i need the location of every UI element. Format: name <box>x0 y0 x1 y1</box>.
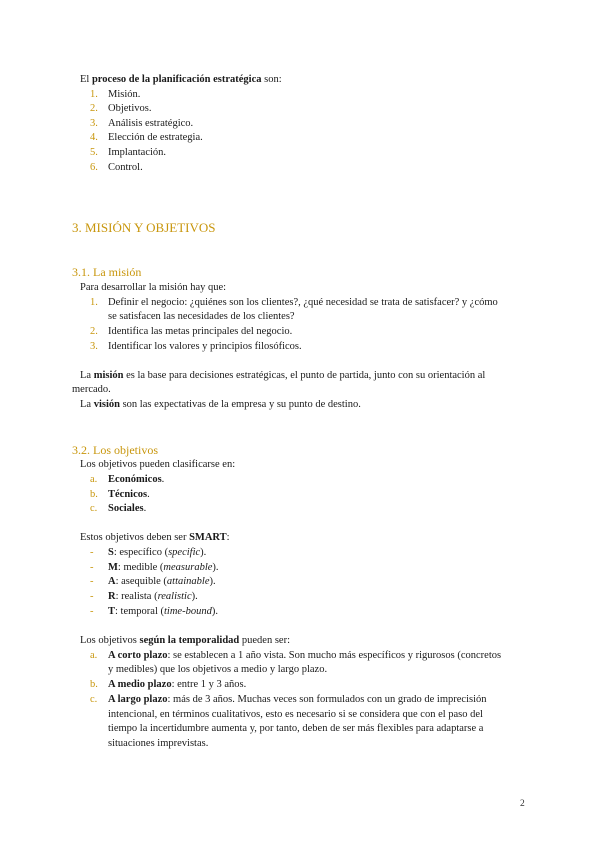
smart-letter: T <box>108 606 116 617</box>
subsection-title-mision: 3.1. La misión <box>72 265 142 279</box>
list-item-continuation: tiempo la incertidumbre aumenta y, por tanto, deben de ser más flexibles para adaptarse a <box>108 723 484 734</box>
list-number: 3. <box>90 118 98 129</box>
smart-letter: A <box>108 576 116 587</box>
type-dot: . <box>161 474 165 485</box>
smart-bold: SMART <box>189 532 227 543</box>
list-item-continuation: intencional, en términos cualitativos, esto es necesario si se considera que con el paso del <box>108 709 483 720</box>
list-item <box>108 693 487 707</box>
mision-paragraph-cont: mercado. <box>72 384 111 395</box>
list-number: 3. <box>90 341 98 352</box>
list-dash: - <box>90 576 94 587</box>
list-letter: a. <box>90 650 98 661</box>
smart-pre: Estos objetivos deben ser <box>80 532 190 543</box>
list-item: Análisis estratégico. <box>108 118 194 129</box>
list-item: Definir el negocio: ¿quiénes son los clientes?, ¿qué necesidad se trata de satisfacer? y ¿cómo <box>108 297 498 308</box>
smart-end: ). <box>209 576 216 587</box>
page-number: 2 <box>520 799 525 809</box>
list-dash: - <box>90 562 94 573</box>
list-item <box>108 473 164 487</box>
list-item <box>108 561 219 575</box>
list-number: 6. <box>90 162 98 173</box>
intro-heading <box>80 73 282 87</box>
list-item-continuation: se satisfacen las necesidades de los clientes? <box>108 311 295 322</box>
list-item: Misión. <box>108 89 141 100</box>
list-item-continuation: situaciones imprevistas. <box>108 738 209 749</box>
objetivos-lead: Los objetivos pueden clasificarse en: <box>80 459 236 470</box>
smart-desc: : asequible ( <box>115 576 167 587</box>
smart-end: ). <box>211 606 218 617</box>
list-item: Identifica las metas principales del negocio. <box>108 326 293 337</box>
temporal-bold: A largo plazo <box>108 694 168 705</box>
list-item <box>108 502 146 516</box>
temporalidad-lead <box>80 634 290 648</box>
list-letter: a. <box>90 474 98 485</box>
mision-rest: es la base para decisiones estratégicas, el punto de partida, junto con su orientación al <box>123 370 486 381</box>
list-dash: - <box>90 591 94 602</box>
list-item <box>108 649 501 663</box>
intro-suffix: son: <box>261 74 282 85</box>
subsection-title-objetivos: 3.2. Los objetivos <box>72 443 158 457</box>
type-bold: Económicos <box>108 474 162 485</box>
list-letter: c. <box>90 503 98 514</box>
smart-en: measurable <box>163 562 213 573</box>
temp-pre: Los objetivos <box>80 635 140 646</box>
list-item <box>108 575 216 589</box>
list-item: Control. <box>108 162 143 173</box>
type-dot: . <box>147 489 150 500</box>
list-letter: b. <box>90 489 98 500</box>
list-number: 4. <box>90 132 98 143</box>
temporal-rest: : más de 3 años. Muchas veces son formulados con un grado de imprecisión <box>167 694 487 705</box>
temporal-rest: : se establecen a 1 año vista. Son mucho más específicos y rigurosos (concretos <box>167 650 502 661</box>
smart-en: time-bound <box>164 606 212 617</box>
vision-bold: visión <box>93 399 120 410</box>
smart-end: ). <box>191 591 198 602</box>
list-item: Identificar los valores y principios filosóficos. <box>108 341 302 352</box>
list-item <box>108 605 218 619</box>
list-letter: c. <box>90 694 98 705</box>
list-number: 1. <box>90 89 98 100</box>
smart-post: : <box>226 532 230 543</box>
intro-bold: proceso de la planificación estratégica <box>91 74 262 85</box>
list-item <box>108 488 150 502</box>
intro-prefix: El <box>80 74 92 85</box>
smart-letter: R <box>108 591 116 602</box>
list-item: Objetivos. <box>108 103 152 114</box>
vision-rest: son las expectativas de la empresa y su punto de destino. <box>119 399 361 410</box>
list-letter: b. <box>90 679 98 690</box>
smart-letter: S <box>108 547 114 558</box>
list-item-continuation: y medibles) que los objetivos a medio y largo plazo. <box>108 664 328 675</box>
list-item: Elección de estrategia. <box>108 132 203 143</box>
list-item: Implantación. <box>108 147 167 158</box>
smart-desc: : medible ( <box>117 562 164 573</box>
mision-paragraph <box>80 369 526 383</box>
section-title: 3. MISIÓN Y OBJETIVOS <box>72 220 216 235</box>
vision-pre: La <box>80 399 94 410</box>
list-number: 2. <box>90 103 98 114</box>
smart-end: ). <box>212 562 219 573</box>
temp-bold: según la temporalidad <box>139 635 240 646</box>
temporal-bold: A medio plazo <box>108 679 172 690</box>
list-number: 1. <box>90 297 98 308</box>
smart-desc: : realista ( <box>115 591 158 602</box>
list-dash: - <box>90 606 94 617</box>
list-item <box>108 678 246 692</box>
mision-lead: Para desarrollar la misión hay que: <box>80 282 227 293</box>
list-dash: - <box>90 547 94 558</box>
list-item <box>108 546 206 560</box>
temp-post: pueden ser: <box>239 635 290 646</box>
temporal-rest: : entre 1 y 3 años. <box>171 679 247 690</box>
mision-bold: misión <box>93 370 124 381</box>
type-dot: . <box>143 503 147 514</box>
list-item <box>108 590 198 604</box>
mision-pre: La <box>80 370 94 381</box>
smart-lead <box>80 531 230 545</box>
smart-desc: : específico ( <box>113 547 169 558</box>
smart-en: realistic <box>157 591 192 602</box>
list-number: 2. <box>90 326 98 337</box>
type-bold: Sociales <box>108 503 144 514</box>
list-number: 5. <box>90 147 98 158</box>
smart-en: attainable <box>166 576 210 587</box>
temporal-bold: A corto plazo <box>108 650 168 661</box>
smart-end: ). <box>200 547 207 558</box>
smart-en: specific <box>168 547 201 558</box>
type-bold: Técnicos <box>108 489 148 500</box>
smart-desc: : temporal ( <box>115 606 164 617</box>
vision-paragraph <box>80 398 361 412</box>
smart-letter: M <box>108 562 118 573</box>
